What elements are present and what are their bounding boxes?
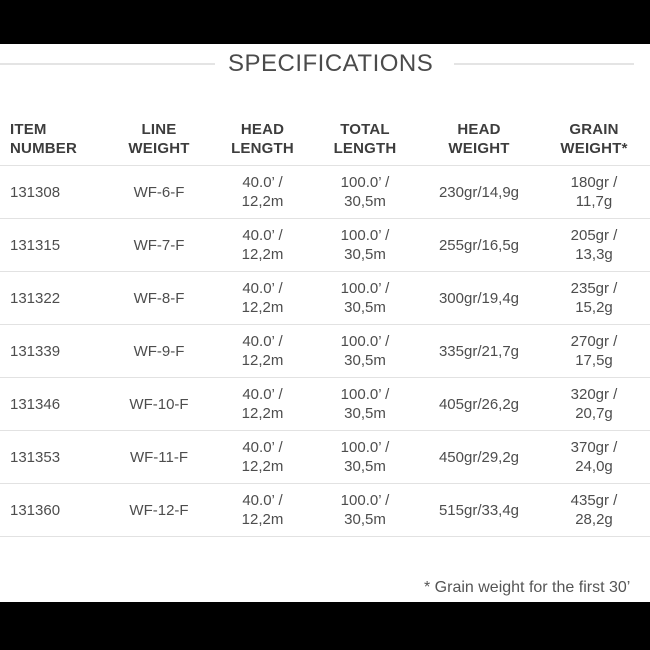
header-line: TOTAL: [340, 120, 390, 138]
header-line: LINE: [141, 120, 177, 138]
section-title-row: [0, 44, 650, 84]
cell-head-weight: 335gr/21,7g: [438, 342, 520, 360]
header-line: WEIGHT: [128, 139, 190, 157]
cell-line: 100.0’ /: [340, 227, 390, 244]
cell-head-weight: 405gr/26,2g: [438, 395, 520, 413]
cell-line: 320gr /: [570, 386, 618, 403]
cell-line: 205gr /: [570, 227, 618, 244]
cell-line: 30,5m: [344, 193, 386, 210]
title-divider-right: [454, 63, 634, 65]
cell-head-weight: 515gr/33,4g: [438, 501, 520, 519]
header-line: LENGTH: [333, 139, 397, 157]
table-row: [0, 219, 650, 272]
cell-total-length: [310, 226, 420, 264]
cell-line: 12,2m: [241, 193, 284, 210]
cell-line: 40.0’ /: [242, 439, 283, 456]
column-header-line-weight: [103, 120, 215, 158]
header-line: HEAD: [457, 120, 501, 138]
cell-line: 40.0’ /: [242, 333, 283, 350]
cell-line: 24,0g: [575, 458, 613, 475]
cell-line: 100.0’ /: [340, 280, 390, 297]
cell-head-length: [215, 173, 310, 211]
cell-item-number: 131315: [10, 236, 61, 254]
cell-item-number: 131339: [10, 342, 61, 360]
cell-line: 40.0’ /: [242, 227, 283, 244]
top-black-bar: [0, 0, 650, 44]
cell-line-weight: WF-10-F: [129, 395, 189, 413]
bottom-black-bar: [0, 602, 650, 650]
cell-line: 17,5g: [575, 352, 613, 369]
title-divider-left: [0, 63, 215, 65]
cell-line: 30,5m: [344, 458, 386, 475]
cell-grain-weight: [538, 385, 650, 423]
cell-grain-weight: [538, 173, 650, 211]
header-line: NUMBER: [10, 139, 78, 157]
cell-grain-weight: [538, 491, 650, 529]
cell-line: 11,7g: [575, 193, 613, 210]
cell-total-length: [310, 173, 420, 211]
cell-head-length: [215, 226, 310, 264]
cell-line: 12,2m: [241, 405, 284, 422]
cell-line: 100.0’ /: [340, 492, 390, 509]
cell-head-length: [215, 332, 310, 370]
cell-line: 13,3g: [575, 246, 613, 263]
table-row: [0, 272, 650, 325]
cell-line: 12,2m: [241, 352, 284, 369]
cell-line: 12,2m: [241, 511, 284, 528]
header-line: ITEM: [10, 120, 47, 138]
cell-line: 30,5m: [344, 352, 386, 369]
cell-line-weight: WF-12-F: [129, 501, 189, 519]
grain-weight-footnote: * Grain weight for the first 30’: [424, 579, 631, 596]
cell-total-length: [310, 385, 420, 423]
cell-item-number: 131360: [10, 501, 61, 519]
cell-grain-weight: [538, 226, 650, 264]
header-line: WEIGHT*: [560, 139, 628, 157]
column-header-item-number: [0, 120, 103, 158]
cell-line: 100.0’ /: [340, 174, 390, 191]
cell-line: 28,2g: [575, 511, 613, 528]
cell-total-length: [310, 332, 420, 370]
cell-head-length: [215, 438, 310, 476]
cell-line: 270gr /: [570, 333, 618, 350]
cell-line: 12,2m: [241, 299, 284, 316]
cell-line: 370gr /: [570, 439, 618, 456]
cell-line: 235gr /: [570, 280, 618, 297]
cell-head-length: [215, 385, 310, 423]
table-row: [0, 325, 650, 378]
cell-line: 30,5m: [344, 511, 386, 528]
cell-head-weight: 450gr/29,2g: [438, 448, 520, 466]
cell-line: 435gr /: [570, 492, 618, 509]
page-title: SPECIFICATIONS: [228, 50, 434, 77]
cell-head-length: [215, 491, 310, 529]
table-row: [0, 431, 650, 484]
cell-line: 30,5m: [344, 405, 386, 422]
cell-grain-weight: [538, 279, 650, 317]
cell-line-weight: WF-8-F: [133, 289, 185, 307]
cell-head-weight: 300gr/19,4g: [438, 289, 520, 307]
column-header-head-weight: [420, 120, 538, 158]
table-row: [0, 484, 650, 537]
cell-line: 40.0’ /: [242, 280, 283, 297]
cell-grain-weight: [538, 332, 650, 370]
cell-line: 30,5m: [344, 299, 386, 316]
header-line: WEIGHT: [448, 139, 510, 157]
table-row: [0, 166, 650, 219]
cell-line: 40.0’ /: [242, 492, 283, 509]
cell-total-length: [310, 491, 420, 529]
cell-line: 12,2m: [241, 246, 284, 263]
cell-line: 100.0’ /: [340, 439, 390, 456]
table-header-row: [0, 112, 650, 166]
cell-grain-weight: [538, 438, 650, 476]
header-line: GRAIN: [569, 120, 619, 138]
cell-line: 40.0’ /: [242, 386, 283, 403]
cell-line: 12,2m: [241, 458, 284, 475]
cell-line-weight: WF-6-F: [133, 183, 185, 201]
cell-line-weight: WF-7-F: [133, 236, 185, 254]
cell-total-length: [310, 438, 420, 476]
cell-total-length: [310, 279, 420, 317]
cell-item-number: 131322: [10, 289, 61, 307]
cell-line: 40.0’ /: [242, 174, 283, 191]
cell-item-number: 131308: [10, 183, 61, 201]
cell-line-weight: WF-9-F: [133, 342, 185, 360]
column-header-head-length: [215, 120, 310, 158]
column-header-grain-weight: [538, 120, 650, 158]
cell-line: 100.0’ /: [340, 386, 390, 403]
cell-line: 100.0’ /: [340, 333, 390, 350]
cell-head-weight: 255gr/16,5g: [438, 236, 520, 254]
cell-item-number: 131346: [10, 395, 61, 413]
cell-line: 30,5m: [344, 246, 386, 263]
cell-line: 20,7g: [575, 405, 613, 422]
cell-line: 15,2g: [575, 299, 613, 316]
header-line: LENGTH: [231, 139, 294, 157]
column-header-total-length: [310, 120, 420, 158]
cell-head-length: [215, 279, 310, 317]
cell-head-weight: 230gr/14,9g: [438, 183, 520, 201]
specifications-table: [0, 112, 650, 537]
header-line: HEAD: [240, 120, 285, 138]
table-row: [0, 378, 650, 431]
cell-line-weight: WF-11-F: [129, 448, 189, 466]
cell-line: 180gr /: [570, 174, 618, 191]
cell-item-number: 131353: [10, 448, 61, 466]
